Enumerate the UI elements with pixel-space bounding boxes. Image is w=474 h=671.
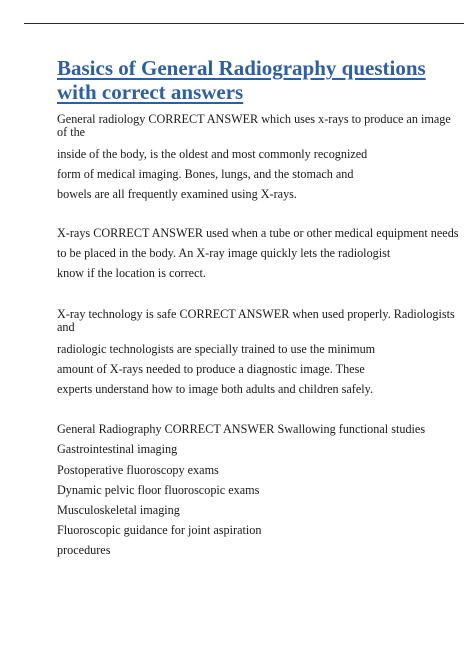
list-line: Dynamic pelvic floor fluoroscopic exams: [57, 483, 260, 497]
paragraph-line: X-ray technology is safe CORRECT ANSWER when used properly. Radiologists: [57, 307, 455, 321]
paragraph-line: of the: [57, 125, 86, 139]
paragraph-line: form of medical imaging. Bones, lungs, and the stomach and: [57, 167, 354, 181]
list-line: Postoperative fluoroscopy exams: [57, 463, 219, 477]
paragraph-line: inside of the body, is the oldest and most commonly recognized: [57, 147, 368, 161]
list-line: procedures: [57, 543, 111, 557]
title-line-1: Basics of General Radiography questions: [57, 56, 426, 80]
list-line: Fluoroscopic guidance for joint aspiration: [57, 523, 262, 537]
document-title: [57, 56, 437, 104]
paragraph-line: General Radiography CORRECT ANSWER Swallowing functional studies: [57, 422, 426, 436]
paragraph-line: radiologic technologists are specially trained to use the minimum: [57, 342, 376, 356]
list-line: Musculoskeletal imaging: [57, 503, 180, 517]
paragraph-line: General radiology CORRECT ANSWER which uses x-rays to produce an image: [57, 112, 451, 126]
title-line-2: with correct answers: [57, 80, 244, 104]
paragraph-line: X-rays CORRECT ANSWER used when a tube or other medical equipment needs: [57, 226, 459, 240]
header-rule: [24, 23, 464, 24]
list-line: Gastrointestinal imaging: [57, 442, 178, 456]
paragraph-line: and: [57, 320, 75, 334]
paragraph-line: bowels are all frequently examined using X-rays.: [57, 187, 297, 201]
paragraph-line: experts understand how to image both adults and children safely.: [57, 382, 373, 396]
paragraph-line: to be placed in the body. An X-ray image quickly lets the radiologist: [57, 246, 391, 260]
paragraph-line: know if the location is correct.: [57, 266, 206, 280]
paragraph-line: amount of X-rays needed to produce a diagnostic image. These: [57, 362, 365, 376]
